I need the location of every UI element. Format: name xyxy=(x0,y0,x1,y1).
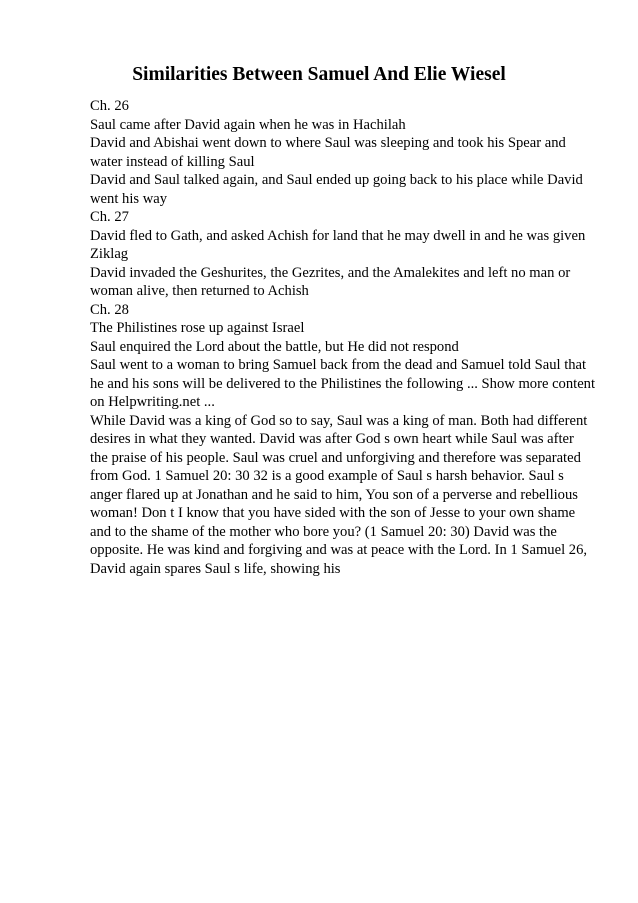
page-title: Similarities Between Samuel And Elie Wiesel xyxy=(132,64,506,85)
text-line: desires in what they wanted. David was after God s own heart while Saul was after xyxy=(90,431,574,447)
text-line: he and his sons will be delivered to the Philistines the following ... Show more content xyxy=(90,375,596,392)
text-line: Ch. 28 xyxy=(90,301,129,318)
text-line: from God. 1 Samuel 20: 30 32 is a good example of Saul s harsh behavior. Saul s xyxy=(90,468,564,484)
text-line: opposite. He was kind and forgiving and was at peace with the Lord. In 1 Samuel 26, xyxy=(90,542,588,558)
text-line: David and Abishai went down to where Saul was sleeping and took his Spear and xyxy=(90,135,566,151)
text-line: on Helpwriting.net ... xyxy=(90,394,215,410)
text-line: David and Saul talked again, and Saul ended up going back to his place while David xyxy=(90,172,583,188)
text-line: and to the shame of the mother who bore you? (1 Samuel 20: 30) David was the xyxy=(90,523,557,540)
text-line: David invaded the Geshurites, the Gezrites, and the Amalekites and left no man or xyxy=(90,264,571,281)
text-line: While David was a king of God so to say, Saul was a king of man. Both had different xyxy=(90,412,588,429)
text-line: woman alive, then returned to Achish xyxy=(90,283,309,299)
text-line: Ziklag xyxy=(90,246,129,262)
text-line: Ch. 27 xyxy=(90,209,129,225)
text-line: David again spares Saul s life, showing his xyxy=(90,560,341,577)
document-body xyxy=(90,97,596,578)
text-line: woman! Don t I know that you have sided with the son of Jesse to your own shame xyxy=(90,505,576,521)
text-line: went his way xyxy=(90,190,168,207)
text-line: Saul enquired the Lord about the battle, but He did not respond xyxy=(90,338,459,355)
text-line: water instead of killing Saul xyxy=(90,153,255,170)
text-line: anger flared up at Jonathan and he said to him, You son of a perverse and rebellious xyxy=(90,486,578,503)
text-line: Saul came after David again when he was in Hachilah xyxy=(90,116,406,133)
text-line: David fled to Gath, and asked Achish for land that he may dwell in and he was given xyxy=(90,227,586,244)
text-line: the praise of his people. Saul was cruel and unforgiving and therefore was separated xyxy=(90,449,581,466)
text-line: Saul went to a woman to bring Samuel back from the dead and Samuel told Saul that xyxy=(90,357,587,373)
text-line: Ch. 26 xyxy=(90,98,129,114)
text-line: The Philistines rose up against Israel xyxy=(90,320,305,336)
